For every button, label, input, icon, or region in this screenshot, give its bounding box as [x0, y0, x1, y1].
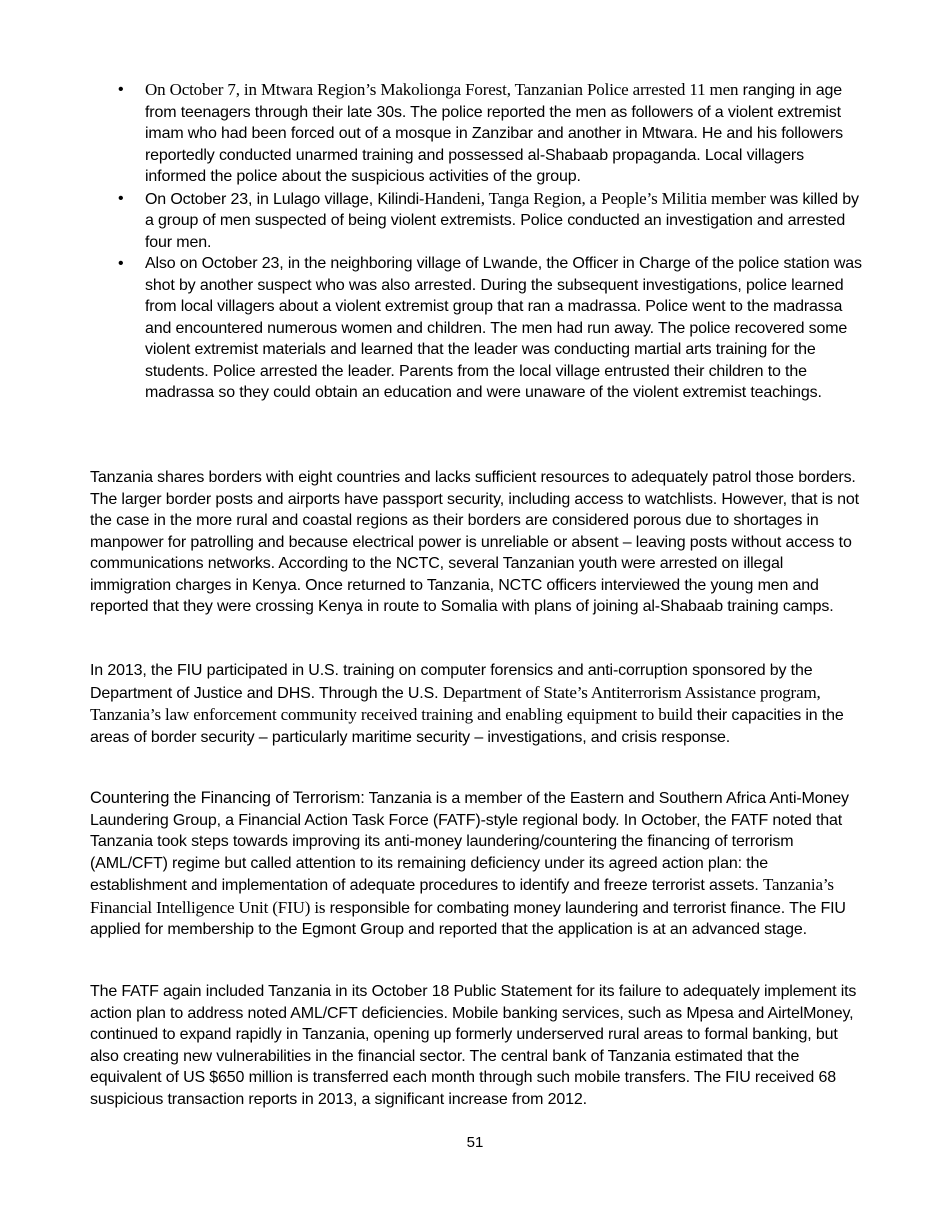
bullet-icon: • — [118, 255, 124, 272]
training-text: In 2013, the FIU participated in U.S. training on computer forensics and anti-corruption sponsored by the Department of Justice and DHS. Through the U.S. — [90, 662, 813, 702]
cft-text: Tanzania is a member of the Eastern and Southern Africa Anti-Money Laundering Group, a Financial Action Task Force (FATF)-style regional body. In October, the FATF noted that Tanzania took steps towards improving its anti-money laundering/countering the financing of terrorism (AML/CFT) regime but called attention to its remaining deficiency under its agreed action plan: the establishment and implementation of adequate procedures to identify and freeze terrorist assets. — [90, 790, 849, 894]
list-item — [90, 253, 865, 404]
bullet-icon: • — [118, 189, 124, 207]
cft-text-serif: Tanzania’s Financial Intelligence Unit (FIU) is — [90, 875, 834, 917]
training-paragraph — [90, 660, 865, 748]
bullet-text-serif: Handeni, Tanga Region, a People’s Militia member — [424, 188, 766, 208]
incident-bullet-list — [90, 79, 865, 404]
border-security-paragraph: Tanzania shares borders with eight countries and lacks sufficient resources to adequately patrol those borders. The larger border posts and airports have passport security, including access to watchlists. However, that is not the case in the more rural and coastal regions as their borders are considered porous due to shortages in manpower for patrolling and because electrical power is unreliable or absent – leaving posts without access to communications networks. According to the NCTC, several Tanzanian youth were arrested on illegal immigration charges in Kenya. Once returned to Tanzania, NCTC officers interviewed the young men and reported that they were crossing Kenya in route to Somalia with plans of joining al-Shabaab training camps. — [90, 469, 859, 615]
cft-paragraph — [90, 788, 865, 941]
cft-heading: Countering the Financing of Terrorism: — [90, 789, 365, 807]
bullet-text: Also on October 23, in the neighboring village of Lwande, the Officer in Charge of the police station was shot by another suspect who was also arrested. During the subsequent investigations, police learned from local villagers about a violent extremist group that ran a madrassa. Police went to the madrassa and encountered numerous women and children. The men had run away. The police recovered some violent extremist materials and learned that the leader was conducting martial arts training for the students. Police arrested the leader. Parents from the local village entrusted their children to the madrassa so they could obtain an education and were unaware of the violent extremist teachings. — [145, 255, 862, 401]
bullet-icon: • — [118, 81, 124, 98]
cft-text: responsible for combating money laundering and terrorist finance. The FIU applied for membership to the Egmont Group and reported that the application is at an advanced stage. — [90, 899, 846, 938]
list-item — [90, 79, 865, 188]
training-text-serif: Department of State’s Antiterrorism Assistance program, Tanzania’s law enforcement community received training and enabling equipment to build — [90, 682, 821, 724]
bullet-text: was killed by a group of men suspected of being violent extremists. Police conducted an investigation and arrested four men. — [145, 190, 859, 251]
training-text: their capacities in the areas of border security – particularly maritime security – investigations, and crisis response. — [90, 707, 844, 746]
bullet-text-serif: On October 7, in Mtwara Region’s Makolionga Forest, Tanzanian Police arrested 11 men — [145, 80, 739, 99]
bullet-text: ranging in age from teenagers through their late 30s. The police reported the men as followers of a violent extremist imam who had been forced out of a mosque in Zanzibar and another in Mtwara. He and his followers reportedly conducted unarmed training and possessed al-Shabaab propaganda. Local villagers informed the police about the suspicious activities of the group. — [145, 82, 843, 185]
page-number: 51 — [466, 1134, 484, 1151]
fatf-paragraph: The FATF again included Tanzania in its October 18 Public Statement for its failure to adequately implement its action plan to address noted AML/CFT deficiencies. Mobile banking services, such as Mpesa and AirtelMoney, continued to expand rapidly in Tanzania, opening up formerly underserved rural areas to formal banking, but also creating new vulnerabilities in the financial sector. The central bank of Tanzania estimated that the equivalent of US $650 million is transferred each month through such mobile transfers. The FIU received 68 suspicious transaction reports in 2013, a significant increase from 2012. — [90, 983, 857, 1108]
list-item — [90, 188, 865, 254]
bullet-text: On October 23, in Lulago village, Kilindi- — [145, 190, 425, 208]
